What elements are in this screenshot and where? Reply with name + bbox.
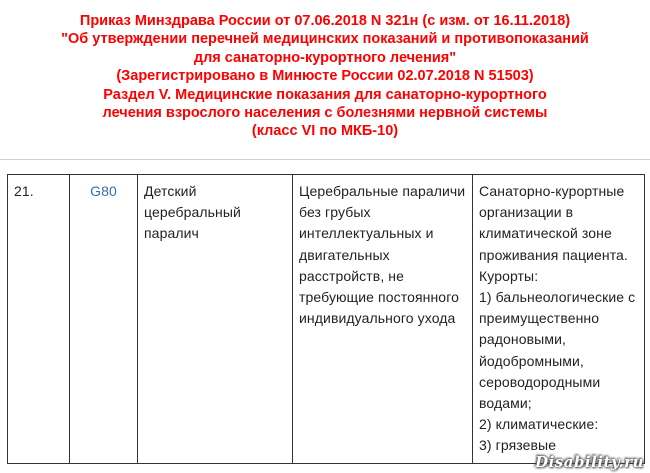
condition-line: Церебральные параличи <box>299 183 466 199</box>
site-watermark: Disability.ru <box>535 453 644 471</box>
treatment-cell <box>473 175 645 464</box>
row-number: 21. <box>8 175 70 464</box>
treatment-line: 2) климатические: <box>479 416 599 433</box>
document-title <box>0 12 650 141</box>
title-line-2: "Об утверждении перечней медицинских показаний и противопоказаний <box>61 31 589 48</box>
treatment-line: Курорты: <box>479 267 539 284</box>
section-divider <box>0 159 650 160</box>
title-line-4: (Зарегистрировано в Минюсте России 02.07.2018 N 51503) <box>116 68 534 85</box>
indications-table <box>7 174 645 464</box>
condition-line: требующие постоянного <box>299 289 459 306</box>
condition-line: расстройств, не <box>299 267 405 284</box>
treatment-line: 3) грязевые <box>479 437 557 454</box>
condition-line: индивидуального ухода <box>299 310 456 327</box>
treatment-line: Санаторно-курортные <box>479 183 625 199</box>
treatment-line: климатической зоне <box>479 225 612 242</box>
title-line-1: Приказ Минздрава России от 07.06.2018 N 321н (с изм. от 16.11.2018) <box>79 13 571 29</box>
treatment-line: преимущественно <box>479 310 600 327</box>
condition-line: без грубых <box>299 204 371 221</box>
treatment-line: проживания пациента. <box>479 246 628 263</box>
disease-line: церебральный <box>144 204 241 221</box>
treatment-line: сероводородными <box>479 373 601 390</box>
icd-code-cell <box>70 175 138 464</box>
treatment-line: организации в <box>479 204 574 221</box>
title-line-3: для санаторно-курортного лечения" <box>193 49 457 66</box>
condition-line: двигательных <box>299 246 390 263</box>
treatment-line: радоновыми, <box>479 331 566 348</box>
table-row <box>8 175 645 464</box>
treatment-line: 1) бальнеологические с <box>479 289 636 306</box>
title-line-5: Раздел V. Медицинские показания для санаторно-курортного <box>103 86 547 103</box>
treatment-line: водами; <box>479 395 532 412</box>
condition-line: интеллектуальных и <box>299 225 434 242</box>
title-line-6: лечения взрослого населения с болезнями нервной системы <box>102 105 548 122</box>
treatment-line: йодобромными, <box>479 352 584 369</box>
condition-cell <box>293 175 473 464</box>
disease-line: паралич <box>144 225 199 242</box>
disease-cell <box>138 175 293 464</box>
disease-line: Детский <box>144 183 197 199</box>
title-line-7: (класс VI по МКБ-10) <box>251 123 399 140</box>
icd-code-link[interactable]: G80 <box>90 183 117 199</box>
